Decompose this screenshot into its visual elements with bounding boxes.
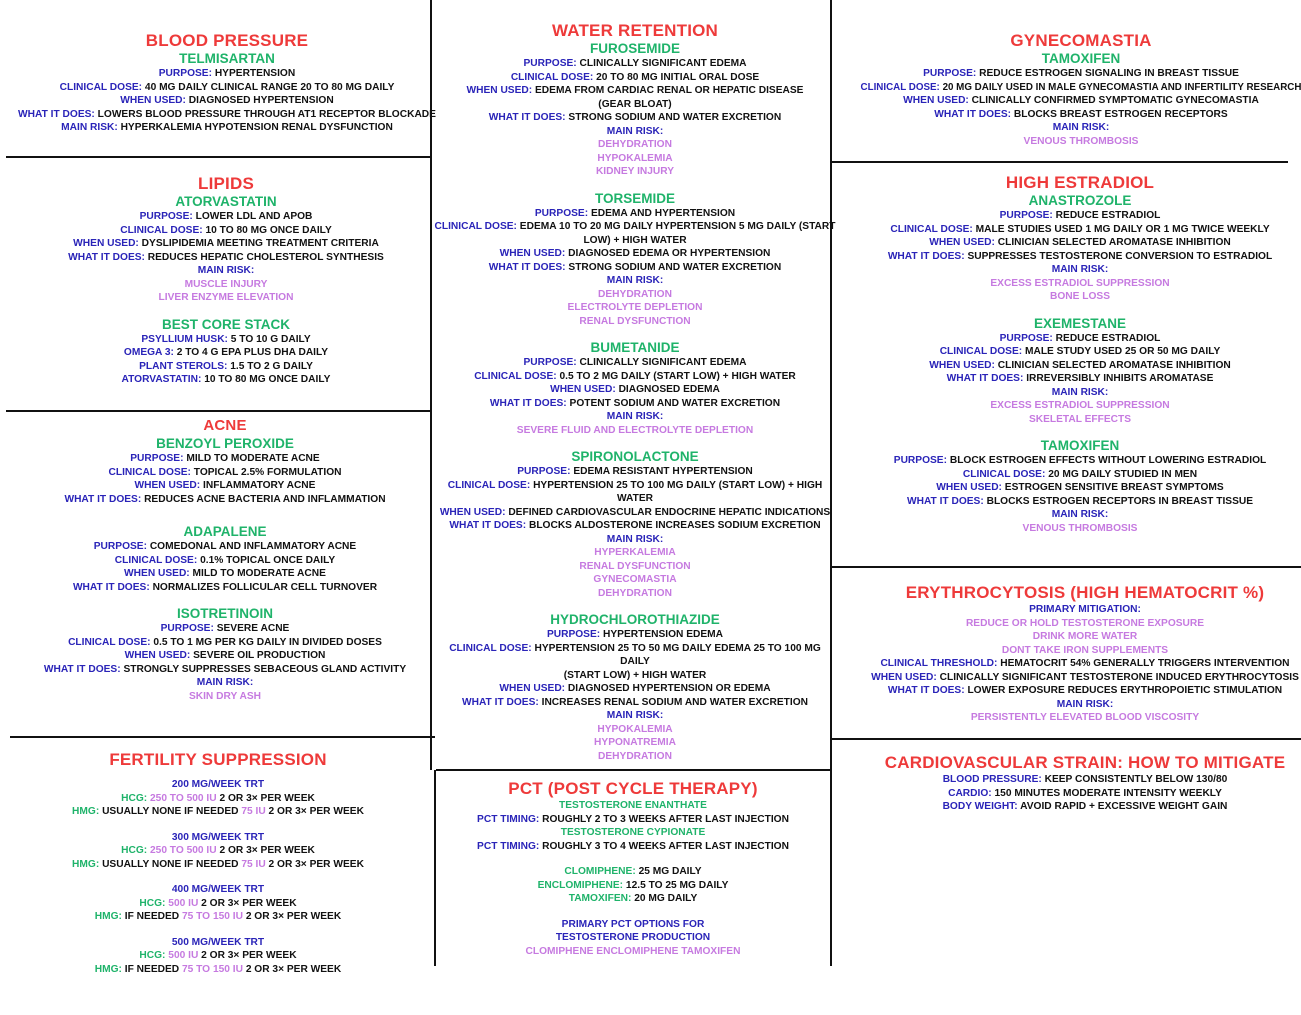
purpose-line: PURPOSE: HYPERTENSION EDEMA	[546, 629, 724, 640]
pct-section	[436, 779, 830, 958]
risk-item: VENOUS THROMBOSIS	[1023, 135, 1139, 147]
risk-label: MAIN RISK:	[606, 411, 664, 422]
risk-line: MAIN RISK: HYPERKALEMIA HYPOTENSION RENAL DYSFUNCTION	[61, 122, 393, 133]
purpose-line: PURPOSE: CLINICALLY SIGNIFICANT EDEMA	[523, 58, 747, 69]
dose-line: CLINICAL DOSE: 0.1% TOPICAL ONCE DAILY	[114, 554, 336, 566]
timing-line: PCT TIMING: ROUGHLY 3 TO 4 WEEKS AFTER LAST INJECTION	[477, 840, 789, 852]
threshold-line: CLINICAL THRESHOLD: HEMATOCRIT 54% GENERALLY TRIGGERS INTERVENTION	[880, 658, 1290, 669]
drug-name: TAMOXIFEN	[1040, 438, 1120, 453]
purpose-line: PURPOSE: REDUCE ESTROGEN SIGNALING IN BREAST TISSUE	[923, 68, 1239, 79]
section-title: FERTILITY SUPPRESSION	[109, 750, 327, 769]
what-line: WHAT IT DOES: REDUCES HEPATIC CHOLESTEROL SYNTHESIS	[68, 251, 384, 263]
when-line-cont: (GEAR BLOAT)	[598, 98, 672, 110]
ester-name: TESTOSTERONE ENANTHATE	[559, 800, 707, 811]
dose-line-cont: LOW) + HIGH WATER	[583, 234, 687, 246]
risk-label: MAIN RISK:	[1051, 386, 1109, 398]
mitigation-item: DONT TAKE IRON SUPPLEMENTS	[1001, 644, 1169, 656]
section-title: PCT (POST CYCLE THERAPY)	[508, 779, 758, 798]
risk-item: DEHYDRATION	[598, 750, 672, 762]
what-line: WHAT IT DOES: INCREASES RENAL SODIUM AND WATER EXCRETION	[461, 696, 809, 708]
hcg-line: HCG: 250 TO 500 IU 2 OR 3× PER WEEK	[121, 792, 315, 804]
purpose-line: PURPOSE: REDUCE ESTRADIOL	[999, 210, 1161, 221]
drug-name: HYDROCHLOROTHIAZIDE	[550, 612, 720, 627]
risk-item: HYPOKALEMIA	[597, 723, 673, 735]
fertility-section	[6, 750, 430, 976]
section-title: HIGH ESTRADIOL	[1005, 173, 1155, 192]
ester-name: TESTOSTERONE CYPIONATE	[560, 827, 706, 838]
dose-line: CLINICAL DOSE: 40 MG DAILY CLINICAL RANGE 20 TO 80 MG DAILY	[59, 81, 395, 93]
what-line: WHAT IT DOES: STRONGLY SUPPRESSES SEBACEOUS GLAND ACTIVITY	[43, 663, 407, 675]
trt-dose-heading: 200 MG/WEEK TRT	[171, 779, 265, 790]
timing-line: PCT TIMING: ROUGHLY 2 TO 3 WEEKS AFTER LAST INJECTION	[477, 813, 789, 825]
mitigation-label: PRIMARY MITIGATION:	[1029, 604, 1141, 615]
when-line: WHEN USED: DYSLIPIDEMIA MEETING TREATMENT CRITERIA	[73, 238, 379, 249]
stack-line: ATORVASTATIN: 10 TO 80 MG ONCE DAILY	[121, 374, 331, 385]
risk-item: SKELETAL EFFECTS	[1028, 413, 1132, 425]
when-line: WHEN USED: DIAGNOSED EDEMA	[550, 384, 720, 395]
dose-line: CLINICAL DOSE: HYPERTENSION 25 TO 100 MG DAILY (START LOW) + HIGH	[447, 479, 823, 491]
stack-line: OMEGA 3: 2 TO 4 G EPA PLUS DHA DAILY	[123, 347, 329, 358]
divider-acne-fertility	[10, 736, 435, 738]
dose-line: CLINICAL DOSE: 0.5 TO 2 MG DAILY (START LOW) + HIGH WATER	[474, 370, 796, 382]
risk-item: EXCESS ESTRADIOL SUPPRESSION	[990, 277, 1170, 289]
purpose-line: PURPOSE: COMEDONAL AND INFLAMMATORY ACNE	[93, 541, 357, 552]
risk-label: MAIN RISK:	[1051, 509, 1109, 520]
risk-item: DEHYDRATION	[598, 587, 672, 599]
what-line: WHAT IT DOES: NORMALIZES FOLLICULAR CELL TURNOVER	[72, 581, 378, 593]
trt-dose-heading: 400 MG/WEEK TRT	[171, 884, 265, 895]
gynecomastia-section	[834, 31, 1301, 148]
hcg-line: HCG: 500 IU 2 OR 3× PER WEEK	[139, 950, 297, 961]
dose-line: CLINICAL DOSE: MALE STUDY USED 25 OR 50 MG DAILY	[939, 346, 1221, 357]
divider-water-pct	[436, 769, 830, 771]
section-title: ERYTHROCYTOSIS (HIGH HEMATOCRIT %)	[905, 583, 1265, 602]
hmg-line: HMG: USUALLY NONE IF NEEDED 75 IU 2 OR 3× PER WEEK	[72, 806, 364, 817]
when-line: WHEN USED: CLINICALLY SIGNIFICANT TESTOSTERONE INDUCED ERYTHROCYTOSIS	[871, 671, 1299, 683]
trt-dose-heading: 500 MG/WEEK TRT	[171, 936, 265, 948]
purpose-line: PURPOSE: SEVERE ACNE	[160, 623, 290, 634]
drug-name: ATORVASTATIN	[175, 194, 277, 209]
risk-label: MAIN RISK:	[197, 265, 255, 276]
risk-item: HYPERKALEMIA	[594, 547, 676, 558]
when-line: WHEN USED: CLINICALLY CONFIRMED SYMPTOMATIC GYNECOMASTIA	[903, 95, 1259, 106]
what-line: WHAT IT DOES: POTENT SODIUM AND WATER EXCRETION	[489, 397, 781, 409]
drug-name: ISOTRETINOIN	[176, 606, 273, 621]
mitigation-item: DRINK MORE WATER	[1032, 631, 1138, 642]
section-title: GYNECOMASTIA	[1010, 31, 1152, 50]
purpose-line: PURPOSE: MILD TO MODERATE ACNE	[130, 453, 320, 464]
lipids-section	[6, 174, 446, 387]
purpose-line: PURPOSE: BLOCK ESTROGEN EFFECTS WITHOUT LOWERING ESTRADIOL	[893, 455, 1267, 466]
when-line: WHEN USED: EDEMA FROM CARDIAC RENAL OR HEPATIC DISEASE	[466, 85, 804, 96]
risk-item: SEVERE FLUID AND ELECTROLYTE DEPLETION	[516, 424, 754, 436]
what-line: WHAT IT DOES: LOWERS BLOOD PRESSURE THROUGH AT1 RECEPTOR BLOCKADE	[18, 108, 436, 120]
risk-item: BONE LOSS	[1049, 291, 1110, 302]
drug-name: BENZOYL PEROXIDE	[156, 436, 294, 451]
pct-drug-line: TAMOXIFEN: 20 MG DAILY	[568, 893, 698, 904]
when-line: WHEN USED: SEVERE OIL PRODUCTION	[124, 650, 326, 661]
what-line: WHAT IT DOES: BLOCKS ESTROGEN RECEPTORS IN BREAST TISSUE	[906, 495, 1254, 507]
stack-line: PSYLLIUM HUSK: 5 TO 10 G DAILY	[141, 333, 311, 345]
risk-item: HYPONATREMIA	[594, 737, 676, 748]
what-line: WHAT IT DOES: REDUCES ACNE BACTERIA AND INFLAMMATION	[64, 493, 386, 505]
dose-line: CLINICAL DOSE: EDEMA 10 TO 20 MG DAILY HYPERTENSION 5 MG DAILY (START	[434, 221, 836, 232]
when-line: WHEN USED: DEFINED CARDIOVASCULAR ENDOCRINE HEPATIC INDICATIONS	[439, 506, 831, 518]
dose-line-cont: (START LOW) + HIGH WATER	[563, 669, 707, 681]
risk-item: PERSISTENTLY ELEVATED BLOOD VISCOSITY	[970, 712, 1200, 723]
risk-item: VENOUS THROMBOSIS	[1022, 522, 1138, 534]
what-line: WHAT IT DOES: BLOCKS BREAST ESTROGEN RECEPTORS	[934, 108, 1228, 120]
what-line: WHAT IT DOES: IRREVERSIBLY INHIBITS AROMATASE	[946, 373, 1214, 384]
risk-item: DEHYDRATION	[598, 139, 672, 150]
purpose-line: PURPOSE: CLINICALLY SIGNIFICANT EDEMA	[523, 357, 747, 368]
hmg-line: HMG: USUALLY NONE IF NEEDED 75 IU 2 OR 3× PER WEEK	[72, 858, 364, 870]
what-line: WHAT IT DOES: STRONG SODIUM AND WATER EXCRETION	[488, 112, 782, 123]
mitigation-item: REDUCE OR HOLD TESTOSTERONE EXPOSURE	[965, 617, 1205, 629]
risk-label: MAIN RISK:	[606, 275, 664, 286]
divider-gyno-estradiol	[832, 161, 1288, 163]
divider-eryth-cardio	[832, 738, 1301, 740]
risk-item: DEHYDRATION	[598, 288, 672, 300]
purpose-line: PURPOSE: LOWER LDL AND APOB	[139, 211, 313, 222]
pct-drug-line: CLOMIPHENE: 25 MG DAILY	[564, 866, 702, 877]
risk-label: MAIN RISK:	[196, 677, 254, 688]
dose-line-cont: WATER	[616, 493, 654, 504]
drug-name: TAMOXIFEN	[1041, 51, 1121, 66]
drug-name: ANASTROZOLE	[1028, 193, 1132, 208]
when-line: WHEN USED: DIAGNOSED EDEMA OR HYPERTENSION	[499, 248, 771, 259]
cardiovascular-section	[834, 753, 1301, 814]
trt-dose-heading: 300 MG/WEEK TRT	[171, 831, 265, 843]
risk-item: GYNECOMASTIA	[593, 574, 677, 585]
when-line: WHEN USED: CLINICIAN SELECTED AROMATASE INHIBITION	[929, 359, 1231, 371]
when-line: WHEN USED: DIAGNOSED HYPERTENSION	[120, 95, 334, 106]
when-line: WHEN USED: CLINICIAN SELECTED AROMATASE INHIBITION	[929, 237, 1231, 248]
divider-lipids-acne	[6, 410, 431, 412]
water-retention-section	[434, 21, 836, 763]
risk-item: RENAL DYSFUNCTION	[579, 560, 691, 572]
risk-item: LIVER ENZYME ELEVATION	[158, 292, 294, 303]
stack-line: PLANT STEROLS: 1.5 TO 2 G DAILY	[139, 360, 313, 372]
when-line: WHEN USED: DIAGNOSED HYPERTENSION OR EDEMA	[499, 683, 771, 694]
when-line: WHEN USED: MILD TO MODERATE ACNE	[124, 568, 326, 579]
dose-line: CLINICAL DOSE: 0.5 TO 1 MG PER KG DAILY IN DIVIDED DOSES	[68, 636, 382, 648]
section-title: LIPIDS	[198, 174, 254, 193]
dose-line: CLINICAL DOSE: MALE STUDIES USED 1 MG DAILY OR 1 MG TWICE WEEKLY	[890, 223, 1270, 235]
what-line: WHAT IT DOES: LOWER EXPOSURE REDUCES ERYTHROPOIETIC STIMULATION	[887, 685, 1283, 696]
pct-options-heading-cont: TESTOSTERONE PRODUCTION	[555, 932, 711, 943]
risk-item: HYPOKALEMIA	[597, 152, 673, 164]
what-line: WHAT IT DOES: STRONG SODIUM AND WATER EXCRETION	[488, 261, 782, 273]
drug-name: BUMETANIDE	[590, 340, 680, 355]
risk-item: ELECTROLYTE DEPLETION	[567, 302, 703, 313]
drug-name: TELMISARTAN	[179, 51, 275, 66]
drug-name: TORSEMIDE	[594, 190, 675, 206]
purpose-line: PURPOSE: HYPERTENSION	[158, 68, 296, 79]
risk-label: MAIN RISK:	[1052, 122, 1110, 133]
when-line: WHEN USED: INFLAMMATORY ACNE	[134, 480, 316, 491]
pct-drug-line: ENCLOMIPHENE: 12.5 TO 25 MG DAILY	[537, 879, 729, 891]
what-line: WHAT IT DOES: BLOCKS ALDOSTERONE INCREASES SODIUM EXCRETION	[449, 520, 821, 531]
section-title: WATER RETENTION	[551, 21, 719, 40]
hcg-line: HCG: 500 IU 2 OR 3× PER WEEK	[139, 897, 297, 909]
high-estradiol-section	[834, 173, 1301, 535]
risk-item: MUSCLE INJURY	[184, 278, 268, 290]
hmg-line: HMG: IF NEEDED 75 TO 150 IU 2 OR 3× PER WEEK	[94, 963, 342, 975]
purpose-line: PURPOSE: EDEMA AND HYPERTENSION	[534, 207, 736, 219]
risk-label: MAIN RISK:	[606, 533, 664, 545]
dose-line: CLINICAL DOSE: HYPERTENSION 25 TO 50 MG DAILY EDEMA 25 TO 100 MG DAILY	[449, 642, 821, 667]
divider-estradiol-eryth	[832, 566, 1301, 568]
when-line: WHEN USED: ESTROGEN SENSITIVE BREAST SYMPTOMS	[936, 482, 1224, 493]
risk-item: SKIN DRY ASH	[188, 690, 262, 702]
hmg-line: HMG: IF NEEDED 75 TO 150 IU 2 OR 3× PER WEEK	[94, 911, 342, 922]
risk-label: MAIN RISK:	[606, 125, 664, 137]
blood-pressure-section	[6, 31, 448, 135]
pct-options-list: CLOMIPHENE ENCLOMIPHENE TAMOXIFEN	[525, 945, 741, 957]
section-title: ACNE	[203, 417, 247, 434]
divider-bp-lipids	[6, 156, 431, 158]
section-title: BLOOD PRESSURE	[145, 31, 309, 50]
hcg-line: HCG: 250 TO 500 IU 2 OR 3× PER WEEK	[121, 845, 315, 856]
risk-item: EXCESS ESTRADIOL SUPPRESSION	[990, 400, 1170, 411]
purpose-line: PURPOSE: REDUCE ESTRADIOL	[999, 332, 1161, 344]
dose-line: CLINICAL DOSE: 20 TO 80 MG INITIAL ORAL DOSE	[510, 71, 760, 83]
risk-label: MAIN RISK:	[606, 710, 664, 721]
purpose-line: PURPOSE: EDEMA RESISTANT HYPERTENSION	[517, 466, 753, 477]
drug-name: ADAPALENE	[183, 524, 267, 539]
dose-line: CLINICAL DOSE: 20 MG DAILY STUDIED IN MEN	[962, 468, 1198, 480]
drug-name: FUROSEMIDE	[589, 41, 680, 56]
erythrocytosis-section	[834, 583, 1301, 725]
risk-item: RENAL DYSFUNCTION	[579, 315, 691, 327]
what-line: WHAT IT DOES: SUPPRESSES TESTOSTERONE CONVERSION TO ESTRADIOL	[887, 250, 1273, 262]
acne-section	[6, 416, 444, 703]
stack-title: BEST CORE STACK	[161, 316, 290, 332]
dose-line: CLINICAL DOSE: 10 TO 80 MG ONCE DAILY	[120, 224, 332, 236]
drug-name: EXEMESTANE	[1033, 315, 1126, 331]
bp-line: BLOOD PRESSURE: KEEP CONSISTENTLY BELOW 130/80	[942, 774, 1228, 785]
pct-options-heading: PRIMARY PCT OPTIONS FOR	[561, 918, 705, 930]
section-title: CARDIOVASCULAR STRAIN: HOW TO MITIGATE	[884, 753, 1286, 772]
drug-name: SPIRONOLACTONE	[571, 449, 699, 464]
dose-line: CLINICAL DOSE: 20 MG DAILY USED IN MALE GYNECOMASTIA AND INFERTILITY RESEARCH	[860, 81, 1301, 93]
risk-label: MAIN RISK:	[1056, 698, 1114, 710]
risk-item: KIDNEY INJURY	[595, 166, 675, 177]
body-weight-line: BODY WEIGHT: AVOID RAPID + EXCESSIVE WEIGHT GAIN	[942, 801, 1228, 812]
risk-label: MAIN RISK:	[1051, 264, 1109, 275]
dose-line: CLINICAL DOSE: TOPICAL 2.5% FORMULATION	[108, 466, 342, 478]
cardio-line: CARDIO: 150 MINUTES MODERATE INTENSITY WEEKLY	[948, 787, 1222, 799]
